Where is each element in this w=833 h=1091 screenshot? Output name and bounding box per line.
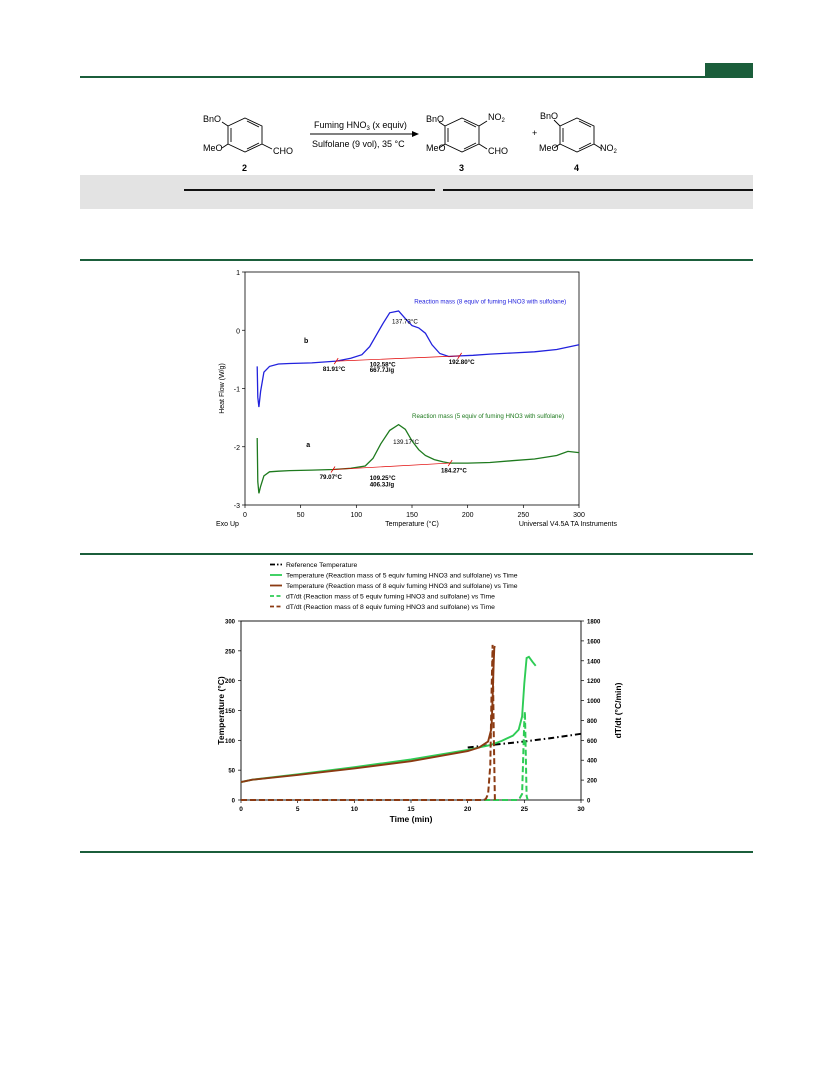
- x-tick-label: 10: [350, 806, 358, 813]
- table-rule-right: [443, 189, 753, 191]
- reaction-scheme: [200, 104, 630, 176]
- dsc-curve-a: [257, 425, 579, 494]
- y-tick-label: 0: [231, 798, 235, 805]
- table-header-band: [80, 175, 753, 209]
- table-rule-left: [184, 189, 435, 191]
- series-line: [241, 712, 528, 801]
- compound-number-2: 2: [242, 163, 248, 173]
- section-tab: [705, 63, 753, 77]
- y2-tick-label: 800: [587, 718, 598, 725]
- product4-bno: BnO: [540, 111, 559, 121]
- y-tick-label: 1: [236, 270, 240, 277]
- annotation-b: 137.73°C: [391, 318, 418, 326]
- legend-entry: dT/dt (Reaction mass of 8 equiv fuming HNO3 and sulfolane) vs Time: [286, 604, 495, 611]
- x-tick-label: 0: [243, 512, 247, 519]
- y-axis-label: Temperature (°C): [216, 676, 226, 745]
- y2-tick-label: 1200: [587, 679, 601, 686]
- reagent-line-2: Sulfolane (9 vol), 35 °C: [312, 139, 405, 149]
- x-tick-label: 25: [520, 806, 528, 813]
- y-axis-label: Heat Flow (W/g): [219, 363, 226, 414]
- annotation-a: 79.07°C: [319, 473, 343, 481]
- product3-cho: CHO: [488, 146, 508, 156]
- plus-sign: +: [532, 128, 538, 138]
- curve-label-b: b: [304, 338, 309, 346]
- baseline-a: [333, 463, 450, 469]
- x-tick-label: 300: [573, 512, 585, 519]
- footer-right: Universal V4.5A TA Instruments: [518, 521, 617, 528]
- x-tick-label: 15: [407, 806, 415, 813]
- product4-meo: MeO: [539, 143, 559, 153]
- annotation-a: 184.27°C: [440, 467, 467, 475]
- annotation-b: 192.80°C: [448, 359, 475, 367]
- plot-frame: [241, 621, 581, 800]
- annotation-a: 109.25°C: [369, 474, 396, 482]
- y-tick-label: -1: [233, 386, 240, 394]
- y2-tick-label: 1400: [587, 659, 601, 666]
- y-tick-label: 300: [224, 619, 235, 626]
- product4-no2: $NO_2$: [600, 143, 617, 155]
- y2-tick-label: 400: [587, 758, 598, 765]
- legend-entry: dT/dt (Reaction mass of 5 equiv fuming HNO3 and sulfolane) vs Time: [286, 593, 495, 601]
- x-tick-label: 0: [239, 806, 243, 813]
- curve-label-a: a: [306, 441, 311, 449]
- x-tick-label: 30: [577, 806, 585, 813]
- top-rule: [80, 76, 753, 78]
- product3-no2: $NO_2$: [488, 112, 505, 124]
- annotation-b: 667.7J/g: [369, 367, 395, 375]
- x-axis-label: Time (min): [389, 814, 433, 824]
- reactant-meo: MeO: [203, 143, 223, 153]
- rule-4: [80, 851, 753, 853]
- footer-left: Exo Up: [216, 521, 239, 528]
- benzene-ring: [228, 118, 262, 152]
- y-tick-label: 250: [224, 649, 235, 656]
- reagent-line-1: Fuming $HNO_3$ (x equiv): [314, 120, 407, 132]
- annotation-a: 406.3J/g: [369, 481, 395, 489]
- annotation-a: 139.17°C: [393, 438, 419, 446]
- y-tick-label: 0: [236, 328, 240, 336]
- compound-number-4: 4: [574, 163, 580, 173]
- series-legend-b: Reaction mass (8 equiv of fuming HNO3 with sulfolane): [414, 298, 567, 306]
- y2-tick-label: 1000: [587, 699, 601, 706]
- y2-tick-label: 1600: [587, 639, 601, 646]
- y-tick-label: -2: [233, 444, 240, 452]
- x-tick-label: 20: [464, 806, 472, 813]
- x-tick-label: 250: [517, 512, 530, 519]
- temperature-time-chart: [195, 556, 635, 826]
- legend-entry: Reference Temperature: [286, 562, 358, 569]
- y-tick-label: 100: [224, 738, 235, 745]
- y-tick-label: -3: [233, 503, 240, 510]
- reactant-cho: CHO: [273, 146, 293, 156]
- y2-axis-label: dT/dt (°C/min): [613, 682, 623, 739]
- y2-tick-label: 0: [587, 798, 591, 805]
- x-tick-label: 150: [406, 512, 418, 519]
- reactant-bno: BnO: [203, 114, 222, 124]
- y2-tick-label: 600: [587, 738, 598, 745]
- legend-entry: Temperature (Reaction mass of 8 equiv fuming HNO3 and sulfolane) vs Time: [286, 583, 518, 590]
- y-tick-label: 200: [224, 679, 235, 686]
- annotation-b: 102.58°C: [369, 361, 396, 369]
- y-tick-label: 50: [228, 768, 235, 775]
- y-tick-label: 150: [224, 709, 235, 715]
- x-axis-label: Temperature (°C): [385, 521, 439, 528]
- product3-meo: MeO: [426, 143, 446, 153]
- series-line: [241, 646, 495, 782]
- y2-tick-label: 1800: [587, 619, 601, 626]
- series-legend-a: Reaction mass (5 equiv of fuming HNO3 with sulfolane): [412, 413, 565, 421]
- x-tick-label: 50: [296, 512, 305, 519]
- product3-bno: BnO: [426, 114, 445, 124]
- y2-tick-label: 200: [587, 778, 598, 785]
- rule-2: [80, 259, 753, 261]
- x-tick-label: 200: [461, 512, 474, 519]
- annotation-b: 81.91°C: [322, 366, 346, 374]
- compound-number-3: 3: [459, 163, 465, 173]
- dsc-chart: [195, 262, 635, 538]
- dsc-curve-b: [257, 311, 579, 407]
- x-tick-label: 5: [295, 806, 300, 813]
- rule-3: [80, 553, 753, 555]
- legend-entry: Temperature (Reaction mass of 5 equiv fuming HNO3 and sulfolane) vs Time: [286, 572, 518, 580]
- x-tick-label: 100: [350, 512, 363, 519]
